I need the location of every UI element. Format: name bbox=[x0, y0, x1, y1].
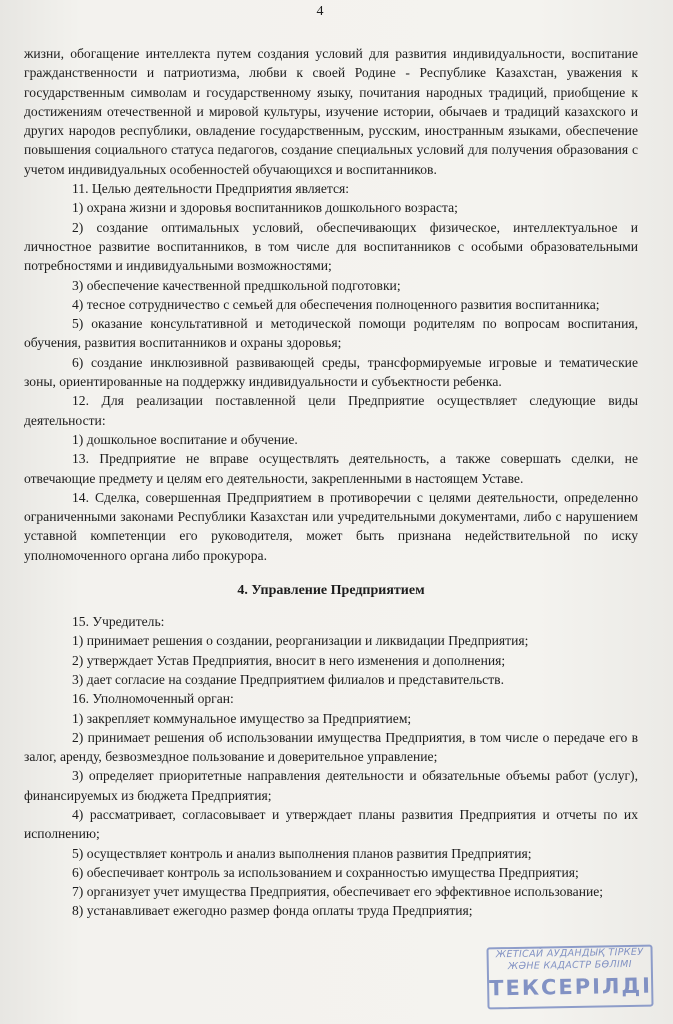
page-number: 4 bbox=[316, 4, 324, 19]
list-item: 5) оказание консультативной и методической помощи родителям по вопросам воспитания, обучения, развития воспитанников и охраны здоровья; bbox=[24, 316, 638, 351]
document-body bbox=[24, 44, 638, 921]
list-item: 7) организует учет имущества Предприятия, обеспечивает его эффективное использование; bbox=[72, 884, 604, 900]
list-item: 3) определяет приоритетные направления деятельности и обязательные объемы работ (услуг), финансируемых из бюджета Предприятия; bbox=[24, 768, 638, 803]
stamp-title: ТЕКСЕРІЛДІ bbox=[488, 973, 653, 1001]
paragraph: 14. Сделка, совершенная Предприятием в противоречии с целями деятельности, определенно ограниченными законами Республики Казахстан или учредительными документами, либо с нарушением уставной компетенции его руководителя, может быть признана недействительной по иску уполномоченного органа либо прокурора. bbox=[24, 489, 638, 563]
list-item: 6) создание инклюзивной развивающей среды, трансформируемые игровые и тематические зоны, ориентированные на поддержку индивидуальности и субъектности ребенка. bbox=[24, 354, 638, 390]
list-item: 1) закрепляет коммунальное имущество за Предприятием; bbox=[72, 710, 412, 726]
paragraph: 15. Учредитель: bbox=[72, 614, 165, 630]
paragraph: 12. Для реализации поставленной цели Предприятие осуществляет следующие виды деятельности: bbox=[24, 393, 638, 428]
list-item: 2) создание оптимальных условий, обеспечивающих физическое, интеллектуальное и личностное развитие воспитанников, в том числе для воспитанников с особыми образовательными потребностями и индивидуальными возможностями; bbox=[24, 219, 638, 274]
list-item: 6) обеспечивает контроль за использованием и сохранностью имущества Предприятия; bbox=[72, 864, 579, 880]
list-item: 1) принимает решения о создании, реорганизации и ликвидации Предприятия; bbox=[72, 633, 529, 649]
stamp-line: ЖӘНЕ КАДАСТР БӨЛІМІ bbox=[507, 958, 632, 973]
list-item: 3) обеспечение качественной предшкольной подготовки; bbox=[72, 277, 401, 293]
list-item: 4) тесное сотрудничество с семьей для обеспечения полноценного развития воспитанника; bbox=[72, 296, 600, 312]
list-item: 2) принимает решения об использовании имущества Предприятия, в том числе о передаче его в залог, аренду, безвозмездное пользование и доверительное управление; bbox=[24, 729, 638, 765]
paragraph: жизни, обогащение интеллекта путем создания условий для развития индивидуальности, воспитание гражданственности и патриотизма, любви к своей Родине - Республике Казахстан, уважения к государственным символам и государственному языку, почитания народных традиций, приобщение к достижениям отечественной и мировой культуры, изучение истории, обычаев и традиций казахского и других народов республики, овладение государственным, русским, иностранным языками, обеспечение повышения социального статуса педагогов, создание специальных условий для получения образования с учетом индивидуальных особенностей обучающихся и воспитанников. bbox=[24, 46, 638, 177]
section-heading: 4. Управление Предприятием bbox=[237, 583, 425, 599]
paragraph: 13. Предприятие не вправе осуществлять деятельность, а также совершать сделки, не отвечающие предмету и целям его деятельности, закрепленными в настоящем Уставе. bbox=[24, 451, 638, 486]
paragraph: 16. Уполномоченный орган: bbox=[72, 691, 234, 707]
list-item: 2) утверждает Устав Предприятия, вносит в него изменения и дополнения; bbox=[72, 652, 506, 668]
verification-stamp bbox=[486, 945, 653, 1010]
list-item: 1) охрана жизни и здоровья воспитанников дошкольного возраста; bbox=[72, 200, 458, 216]
list-item: 1) дошкольное воспитание и обучение. bbox=[72, 431, 298, 447]
list-item: 8) устанавливает ежегодно размер фонда оплаты труда Предприятия; bbox=[72, 903, 473, 919]
stamp-line: ЖЕТІСАЙ АУДАНДЫҚ ТІРКЕУ bbox=[495, 946, 644, 961]
list-item: 4) рассматривает, согласовывает и утверждает планы развития Предприятия и отчеты по их исполнению; bbox=[24, 806, 638, 842]
paragraph: 11. Целью деятельности Предприятия является: bbox=[72, 181, 350, 197]
list-item: 3) дает согласие на создание Предприятием филиалов и представительств. bbox=[72, 671, 504, 687]
list-item: 5) осуществляет контроль и анализ выполнения планов развития Предприятия; bbox=[72, 845, 532, 861]
